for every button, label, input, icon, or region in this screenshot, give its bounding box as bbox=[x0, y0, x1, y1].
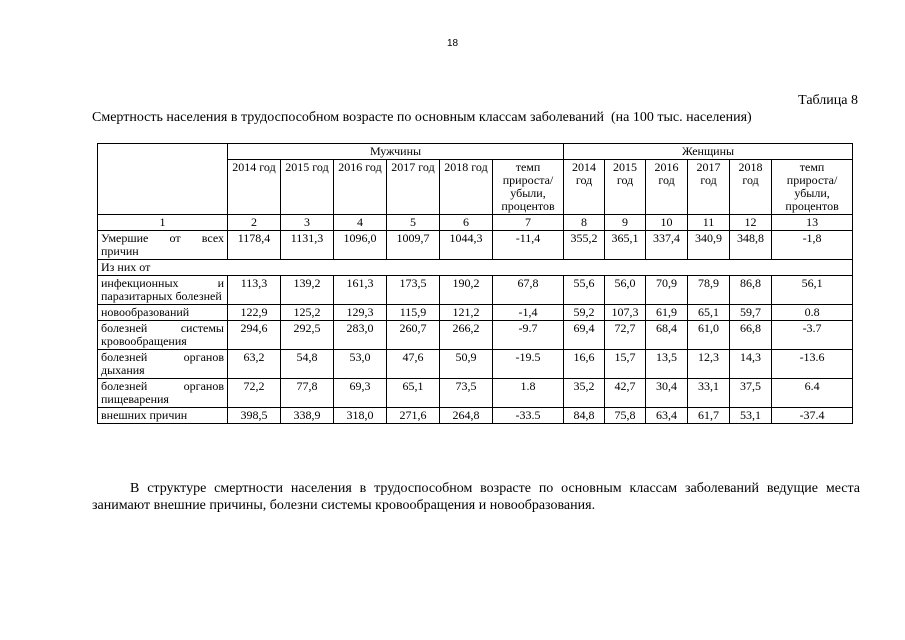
year-header-women: 2018 год bbox=[730, 160, 772, 215]
table-cell: 59,7 bbox=[730, 305, 772, 321]
column-number-row bbox=[98, 215, 853, 231]
table-cell: 47,6 bbox=[387, 350, 440, 379]
table-cell: 56,0 bbox=[605, 276, 646, 305]
table-cell: 1.8 bbox=[493, 379, 564, 408]
table-cell: 86,8 bbox=[730, 276, 772, 305]
table-cell: 1009,7 bbox=[387, 231, 440, 260]
group-header-men: Мужчины bbox=[228, 144, 564, 160]
table-cell: 54,8 bbox=[281, 350, 334, 379]
table-cell: 66,8 bbox=[730, 321, 772, 350]
table-row bbox=[98, 408, 853, 424]
table-cell: 121,2 bbox=[440, 305, 493, 321]
column-number: 3 bbox=[281, 215, 334, 231]
table-cell: -33.5 bbox=[493, 408, 564, 424]
table-cell: 70,9 bbox=[646, 276, 688, 305]
table-cell: 338,9 bbox=[281, 408, 334, 424]
year-header-women: 2014 год bbox=[564, 160, 605, 215]
table-cell: 122,9 bbox=[228, 305, 281, 321]
table-cell: 340,9 bbox=[688, 231, 730, 260]
table-cell: 63,4 bbox=[646, 408, 688, 424]
year-header-men: 2015 год bbox=[281, 160, 334, 215]
table-cell: 16,6 bbox=[564, 350, 605, 379]
table-cell: 35,2 bbox=[564, 379, 605, 408]
table-cell: 72,2 bbox=[228, 379, 281, 408]
table-cell: 84,8 bbox=[564, 408, 605, 424]
column-number: 10 bbox=[646, 215, 688, 231]
table-cell: 53,0 bbox=[334, 350, 387, 379]
table-cell: 271,6 bbox=[387, 408, 440, 424]
table-cell: 292,5 bbox=[281, 321, 334, 350]
table-cell: -11,4 bbox=[493, 231, 564, 260]
table-cell: 294,6 bbox=[228, 321, 281, 350]
table-cell: 63,2 bbox=[228, 350, 281, 379]
table-row bbox=[98, 231, 853, 260]
column-number: 12 bbox=[730, 215, 772, 231]
table-cell: 355,2 bbox=[564, 231, 605, 260]
table-cell: 129,3 bbox=[334, 305, 387, 321]
table-cell: 59,2 bbox=[564, 305, 605, 321]
column-number: 8 bbox=[564, 215, 605, 231]
table-row bbox=[98, 350, 853, 379]
year-header-women: 2015 год bbox=[605, 160, 646, 215]
table-cell: 65,1 bbox=[688, 305, 730, 321]
year-header-men: 2017 год bbox=[387, 160, 440, 215]
table-cell: 33,1 bbox=[688, 379, 730, 408]
table-cell: 260,7 bbox=[387, 321, 440, 350]
year-header-men: 2018 год bbox=[440, 160, 493, 215]
table-cell: 78,9 bbox=[688, 276, 730, 305]
table-cell: 77,8 bbox=[281, 379, 334, 408]
table-cell: 348,8 bbox=[730, 231, 772, 260]
table-cell: 1178,4 bbox=[228, 231, 281, 260]
table-cell: 266,2 bbox=[440, 321, 493, 350]
table-cell: 65,1 bbox=[387, 379, 440, 408]
row-label: Умершие от всех причин bbox=[98, 231, 228, 260]
column-number: 2 bbox=[228, 215, 281, 231]
table-cell: -13.6 bbox=[772, 350, 853, 379]
table-cell: 72,7 bbox=[605, 321, 646, 350]
table-cell: 264,8 bbox=[440, 408, 493, 424]
table-cell: 12,3 bbox=[688, 350, 730, 379]
table-cell: 61,9 bbox=[646, 305, 688, 321]
table-cell: 0.8 bbox=[772, 305, 853, 321]
table-cell: 68,4 bbox=[646, 321, 688, 350]
year-header-men: 2016 год bbox=[334, 160, 387, 215]
table-cell: 61,7 bbox=[688, 408, 730, 424]
table-cell: 56,1 bbox=[772, 276, 853, 305]
table-cell: 318,0 bbox=[334, 408, 387, 424]
table-cell: 75,8 bbox=[605, 408, 646, 424]
column-number: 11 bbox=[688, 215, 730, 231]
table-cell: 69,4 bbox=[564, 321, 605, 350]
table-cell: -19.5 bbox=[493, 350, 564, 379]
table-cell: 42,7 bbox=[605, 379, 646, 408]
row-label: новообразований bbox=[98, 305, 228, 321]
row-label: болезней органов пищеварения bbox=[98, 379, 228, 408]
table-row bbox=[98, 276, 853, 305]
row-label-header bbox=[98, 144, 228, 215]
table-cell: 1131,3 bbox=[281, 231, 334, 260]
table-label: Таблица 8 bbox=[798, 93, 858, 108]
row-label: Из них от bbox=[98, 260, 853, 276]
table-cell: -9.7 bbox=[493, 321, 564, 350]
table-cell: 6.4 bbox=[772, 379, 853, 408]
table-cell: 113,3 bbox=[228, 276, 281, 305]
table-row bbox=[98, 305, 853, 321]
table-cell: 61,0 bbox=[688, 321, 730, 350]
table-cell: 139,2 bbox=[281, 276, 334, 305]
table-cell: 365,1 bbox=[605, 231, 646, 260]
table-cell: -3.7 bbox=[772, 321, 853, 350]
row-label: болезней системы кровообращения bbox=[98, 321, 228, 350]
table-row bbox=[98, 260, 853, 276]
table-cell: 190,2 bbox=[440, 276, 493, 305]
table-cell: -37.4 bbox=[772, 408, 853, 424]
year-header-women: 2016 год bbox=[646, 160, 688, 215]
table-cell: 283,0 bbox=[334, 321, 387, 350]
year-header-women: 2017 год bbox=[688, 160, 730, 215]
table-cell: 337,4 bbox=[646, 231, 688, 260]
table-cell: 13,5 bbox=[646, 350, 688, 379]
year-header-men: темп прироста/ убыли, процентов bbox=[493, 160, 564, 215]
page-number: 18 bbox=[446, 38, 459, 49]
table-cell: 73,5 bbox=[440, 379, 493, 408]
group-header-women: Женщины bbox=[564, 144, 853, 160]
mortality-table bbox=[97, 143, 853, 424]
column-number: 7 bbox=[493, 215, 564, 231]
summary-paragraph: В структуре смертности населения в трудоспособном возрасте по основным классам заболеваний ведущие места занимают внешние причины, болезни системы кровообращения и новообразования. bbox=[92, 481, 860, 513]
table-row bbox=[98, 321, 853, 350]
table-cell: -1,8 bbox=[772, 231, 853, 260]
table-row bbox=[98, 379, 853, 408]
row-label: внешних причин bbox=[98, 408, 228, 424]
column-number: 4 bbox=[334, 215, 387, 231]
group-header-row bbox=[98, 144, 853, 160]
table-cell: 173,5 bbox=[387, 276, 440, 305]
table-cell: 115,9 bbox=[387, 305, 440, 321]
row-label: инфекционных и паразитарных болезней bbox=[98, 276, 228, 305]
column-number: 6 bbox=[440, 215, 493, 231]
table-cell: 14,3 bbox=[730, 350, 772, 379]
table-cell: 161,3 bbox=[334, 276, 387, 305]
table-cell: 107,3 bbox=[605, 305, 646, 321]
table-cell: 50,9 bbox=[440, 350, 493, 379]
table-cell: 53,1 bbox=[730, 408, 772, 424]
column-number: 1 bbox=[98, 215, 228, 231]
table-cell: -1,4 bbox=[493, 305, 564, 321]
table-cell: 69,3 bbox=[334, 379, 387, 408]
table-cell: 125,2 bbox=[281, 305, 334, 321]
column-number: 13 bbox=[772, 215, 853, 231]
table-cell: 67,8 bbox=[493, 276, 564, 305]
table-caption: Смертность населения в трудоспособном возрасте по основным классам заболеваний (на 100 тыс. населения) bbox=[92, 110, 752, 125]
table-cell: 15,7 bbox=[605, 350, 646, 379]
table-cell: 1096,0 bbox=[334, 231, 387, 260]
column-number: 9 bbox=[605, 215, 646, 231]
row-label: болезней органов дыхания bbox=[98, 350, 228, 379]
table-cell: 55,6 bbox=[564, 276, 605, 305]
table-cell: 398,5 bbox=[228, 408, 281, 424]
table-cell: 30,4 bbox=[646, 379, 688, 408]
table-cell: 37,5 bbox=[730, 379, 772, 408]
column-number: 5 bbox=[387, 215, 440, 231]
year-header-women: темп прироста/ убыли, процентов bbox=[772, 160, 853, 215]
year-header-men: 2014 год bbox=[228, 160, 281, 215]
table-cell: 1044,3 bbox=[440, 231, 493, 260]
